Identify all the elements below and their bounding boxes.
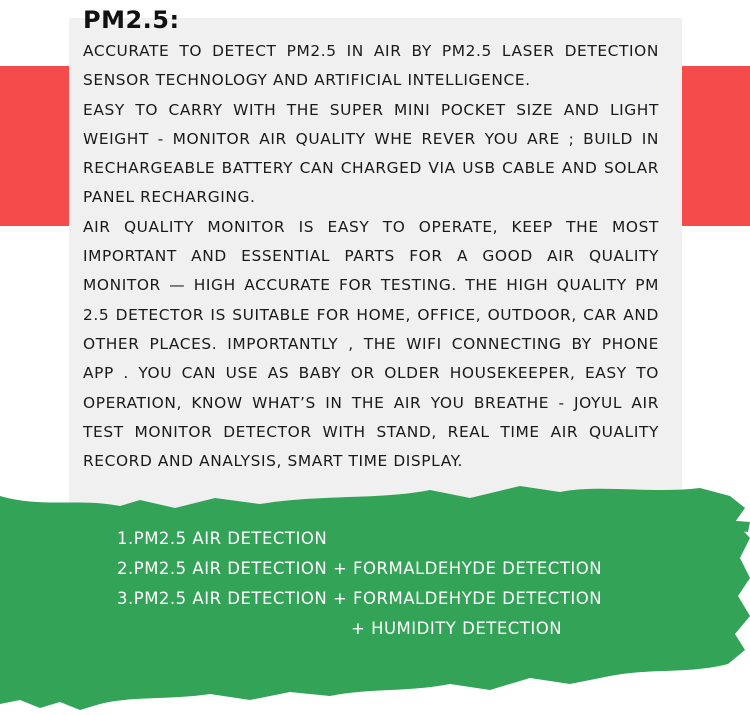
option-item-3: 3.PM2.5 AIR DETECTION + FORMALDEHYDE DETECTION: [117, 589, 603, 608]
option-item-1: 1.PM2.5 AIR DETECTION: [117, 529, 328, 548]
option-item-2: 2.PM2.5 AIR DETECTION + FORMALDEHYDE DETECTION: [117, 559, 603, 578]
paragraph-operation: AIR QUALITY MONITOR IS EASY TO OPERATE, KEEP THE MOST IMPORTANT AND ESSENTIAL PARTS FOR A GOOD AIR QUALITY MONITOR — HIGH ACCURATE FOR TESTING. THE HIGH QUALITY PM 2.5 DETECTOR IS SUITABLE FOR HOME, OFFICE, OUTDOOR, CAR AND OTHER PLACES. IMPORTANTLY , THE WIFI CONNECTING BY PHONE APP . YOU CAN USE AS BABY OR OLDER HOUSEKEEPER, EASY TO OPERATION, KNOW WHAT’S IN THE AIR YOU BREATHE - JOYUL AIR TEST MONITOR DETECTOR WITH STAND, REAL TIME AIR QUALITY RECORD AND ANALYSIS, SMART TIME DISPLAY.: [83, 217, 659, 471]
detection-options-list: [117, 524, 602, 644]
option-item-3-continued: + HUMIDITY DETECTION: [351, 619, 563, 638]
page-title: PM2.5:: [83, 6, 180, 34]
description-text: [83, 37, 659, 476]
paragraph-accuracy: ACCURATE TO DETECT PM2.5 IN AIR BY PM2.5 LASER DETECTION SENSOR TECHNOLOGY AND ARTIFICIAL INTELLIGENCE.: [83, 42, 659, 90]
paragraph-portability: EASY TO CARRY WITH THE SUPER MINI POCKET SIZE AND LIGHT WEIGHT - MONITOR AIR QUALITY WHE REVER YOU ARE ; BUILD IN RECHARGEABLE BATTERY CAN CHARGED VIA USB CABLE AND SOLAR PANEL RECHARGING.: [83, 100, 659, 207]
